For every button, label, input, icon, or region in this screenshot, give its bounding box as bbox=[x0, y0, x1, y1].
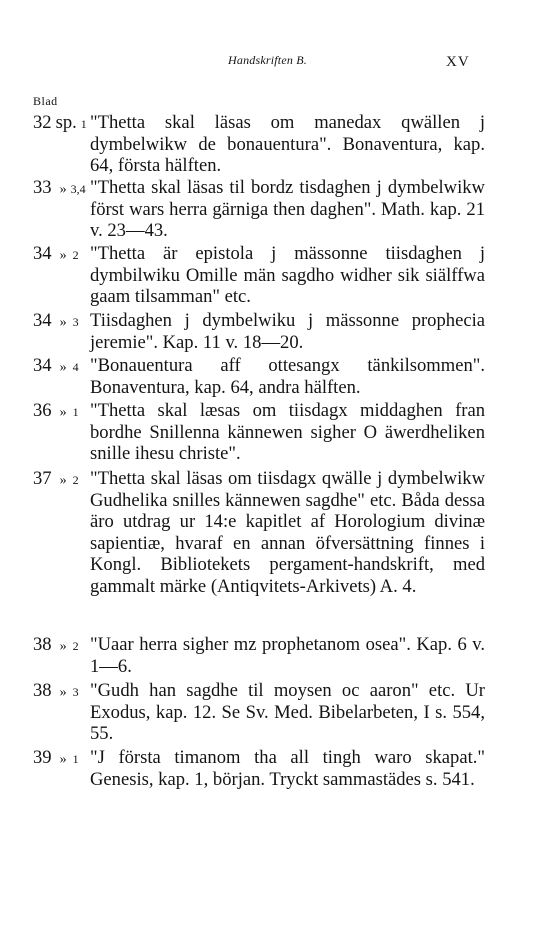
entry bbox=[0, 400, 560, 468]
ditto-mark: » bbox=[59, 360, 67, 375]
ditto-mark: » bbox=[59, 473, 67, 488]
entry-reference bbox=[33, 468, 79, 492]
ditto-mark: » bbox=[59, 685, 67, 700]
entry-reference bbox=[33, 400, 79, 424]
entry bbox=[0, 112, 560, 177]
item-number: 3 bbox=[72, 685, 79, 699]
leaf-number: 36 bbox=[33, 400, 52, 421]
entry bbox=[0, 177, 560, 243]
leaf-number: 34 bbox=[33, 310, 52, 331]
ditto-mark: » bbox=[59, 752, 67, 767]
column-label: Blad bbox=[33, 94, 58, 108]
item-number: 1 bbox=[80, 117, 87, 131]
item-number: 3,4 bbox=[70, 182, 86, 196]
item-number: 1 bbox=[72, 405, 79, 419]
ditto-mark: » bbox=[59, 639, 67, 654]
entry-text: "Thetta är epistola j mässonne tiisdaghen j dymbilwiku Omille män sagdho widher sik siälffwa gaam tilsamman" etc. bbox=[90, 243, 485, 307]
entry-text: "Uaar herra sigher mz prophetanom osea". Kap. 6 v. 1—6. bbox=[90, 634, 485, 677]
ditto-mark: » bbox=[59, 248, 67, 263]
entry bbox=[0, 468, 560, 634]
entry-reference bbox=[33, 112, 87, 136]
entry-reference bbox=[33, 634, 79, 658]
entry-reference bbox=[33, 310, 79, 334]
entry-text: Tiisdaghen j dymbelwiku j mässonne prophecia jeremie". Kap. 11 v. 18—20. bbox=[90, 310, 485, 353]
entry bbox=[0, 634, 560, 680]
entry-reference bbox=[33, 243, 79, 267]
entry-reference bbox=[33, 680, 79, 704]
leaf-number: 33 bbox=[33, 177, 52, 198]
entry-text: "Thetta skal læsas om tiisdagx middaghen fran bordhe Snillenna kännewen sigher O äwerdheliken snille ihesu christe". bbox=[90, 400, 485, 464]
page-number: XV bbox=[446, 54, 470, 70]
entry-text: "J första timanom tha all tingh waro skapat." Genesis, kap. 1, början. Tryckt sammastädes s. 541. bbox=[90, 747, 485, 790]
leaf-number: 37 bbox=[33, 468, 52, 489]
item-number: 2 bbox=[72, 473, 79, 487]
entry-text: "Gudh han sagdhe til moysen oc aaron" etc. Ur Exodus, kap. 12. Se Sv. Med. Bibelarbeten, I s. 554, 55. bbox=[90, 680, 485, 744]
leaf-number: 34 bbox=[33, 355, 52, 376]
entry-text: "Thetta skal läsas om tiisdagx qwälle j dymbelwikw Gudhelika snilles kännewen sagdhe" etc. Båda dessa äro utdrag ur 14:e kapitlet af Horologium divinæ sapientiæ, hvaraf en annan öfversättning finnes i Kongl. Bibliotekets pergament-handskrift, med gammalt märke (Antiqvitets-Arkivets) A. 4. bbox=[90, 468, 485, 597]
entry-reference bbox=[33, 177, 86, 201]
entry bbox=[0, 310, 560, 355]
item-number: 3 bbox=[72, 315, 79, 329]
item-number: 1 bbox=[72, 752, 79, 766]
leaf-number: 32 bbox=[33, 112, 52, 133]
entry-reference bbox=[33, 355, 79, 379]
running-head-title: Handskriften B. bbox=[228, 53, 307, 67]
ditto-mark: » bbox=[59, 182, 67, 197]
leaf-marker: sp. bbox=[55, 112, 77, 133]
leaf-number: 38 bbox=[33, 634, 52, 655]
entry-reference bbox=[33, 747, 79, 771]
ditto-mark: » bbox=[59, 315, 67, 330]
entry-text: "Thetta skal läsas om manedax qwällen j dymbelwikw de bonauentura". Bonaventura, kap. 64, första hälften. bbox=[90, 112, 485, 176]
entry-text: "Thetta skal läsas til bordz tisdaghen j dymbelwikw först wars herra gärniga then daghen". Math. kap. 21 v. 23—43. bbox=[90, 177, 485, 241]
item-number: 4 bbox=[72, 360, 79, 374]
entry bbox=[0, 680, 560, 747]
entry-list bbox=[0, 112, 560, 813]
leaf-number: 38 bbox=[33, 680, 52, 701]
item-number: 2 bbox=[72, 639, 79, 653]
entry bbox=[0, 355, 560, 400]
entry bbox=[0, 243, 560, 310]
leaf-number: 34 bbox=[33, 243, 52, 264]
ditto-mark: » bbox=[59, 405, 67, 420]
leaf-number: 39 bbox=[33, 747, 52, 768]
entry bbox=[0, 747, 560, 813]
item-number: 2 bbox=[72, 248, 79, 262]
entry-text: "Bonauentura aff ottesangx tänkilsommen". Bonaventura, kap. 64, andra hälften. bbox=[90, 355, 485, 398]
